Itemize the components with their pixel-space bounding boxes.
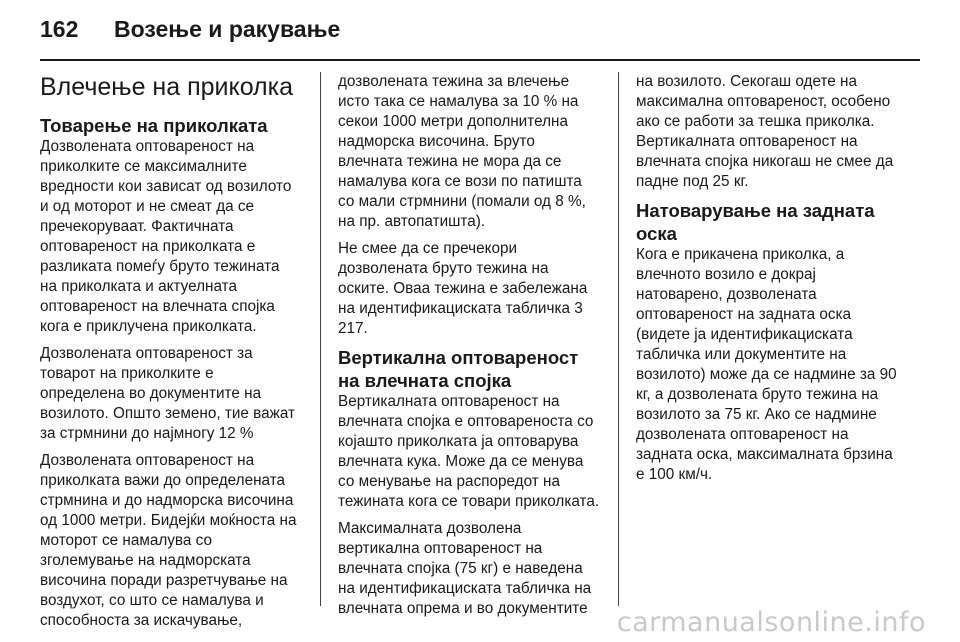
column-2 bbox=[338, 72, 600, 626]
paragraph-text: Не смее да се пречекори дозволената бруто тежина на оските. Оваа тежина е забележана на идентификациската табличка bbox=[338, 240, 588, 317]
paragraph: на возилото. Секогаш одете на максимална оптовареност, особено ако се работи за тешка приколка. Вертикалната оптовареност на влечната спојка никогаш не смее да падне под 25 кг. bbox=[636, 73, 894, 190]
watermark: carmanualsonline.info bbox=[616, 607, 926, 638]
paragraph: Дозволената оптовареност за товарот на приколките е определена во документите на возилото. Општо земено, тие важат за стрмнини до најмногу 12 % bbox=[40, 345, 296, 442]
paragraph bbox=[338, 239, 600, 339]
chapter-title: Возење и ракување bbox=[114, 16, 341, 42]
column-divider bbox=[320, 72, 321, 606]
heading-vertical-load: Вертикална оптовареност на влечната спојка bbox=[338, 347, 579, 391]
column-1 bbox=[40, 114, 300, 638]
paragraph: Дозволената оптовареност на приколките се максималните вредности кои зависат од возилото и од моторот и не смеат да се пречекоруваат. Фактичната оптовареност на приколката е разликата помеѓу бруто тежината на приколката и актуелната оптовареност на влечната спојка кога е приклучена приколката. bbox=[40, 138, 292, 335]
page-number: 162 bbox=[40, 16, 79, 42]
paragraph: Кога е прикачена приколка, а влечното возило е докрај натоварено, дозволената оптовареност на задната оска (видете ја идентификациската табличка или документите на возилото) може да се надмине за 90 кг, а дозволената бруто тежина на возилото за 75 кг. Ако се надмине дозволената оптовареност на задната оска, максималната брзина е 100 км/ч. bbox=[636, 246, 897, 483]
section-title: Влечење на приколка bbox=[40, 73, 294, 101]
paragraph: дозволената тежина за влечење исто така се намалува за 10 % на секои 1000 метри дополнителна надморска височина. Бруто влечната тежина не мора да се намалува кога се вози по патишта со мали стрмнини (помали од 8 %, на пр. автопатишта). bbox=[338, 73, 586, 230]
column-divider bbox=[618, 72, 619, 606]
page-header bbox=[40, 16, 340, 48]
heading-rear-axle: Натоварување на задната оска bbox=[636, 200, 875, 244]
header-rule bbox=[40, 59, 920, 61]
page-reference-number: 217. bbox=[338, 320, 368, 337]
paragraph: Максималната дозволена вертикална оптовареност на влечната спојка (75 кг) е наведена на идентификациската табличка на влечната опрема и во документите bbox=[338, 520, 592, 617]
heading-trailer-load: Товарење на приколката bbox=[40, 115, 268, 136]
column-3 bbox=[636, 72, 898, 492]
paragraph: Вертикалната оптовареност на влечната спојка е оптовареноста со којашто приколката ја оптоварува влечната кука. Може да се менува со менување на распоредот на тежината кога се товари приколката. bbox=[338, 393, 600, 510]
paragraph: Дозволената оптовареност на приколката важи до определената стрмнина и до надморска височина од 1000 метри. Бидејќи моќноста на моторот се намалува со зголемување на надморската височина поради разретчување на воздухот, со што се намалува и способноста за искачување, bbox=[40, 452, 297, 629]
arrow-reference-icon: 3 bbox=[574, 300, 583, 317]
